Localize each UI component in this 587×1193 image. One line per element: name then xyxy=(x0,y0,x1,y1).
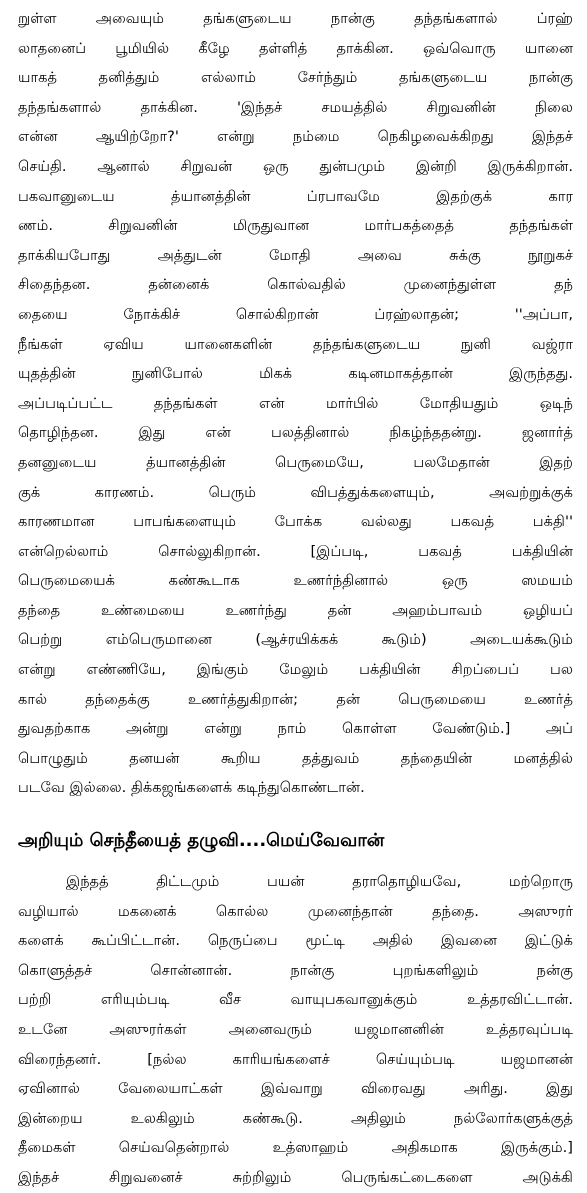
text-line: ஏவினால் வேலையாட்கள் இவ்வாறு விரைவது அரிது. இது xyxy=(18,1080,573,1098)
text-line: அப்படிப்பட்ட தந்தங்கள் என் மார்பில் மோதியதும் ஒடிந் xyxy=(18,394,573,412)
text-line: படவே இல்லை. திக்கஜங்களைக் கடிந்துகொண்டான். xyxy=(18,779,365,797)
text-line: லாதனைப் பூமியில் கீழே தள்ளித் தாக்கின. ஒவ்வொரு யானை xyxy=(18,39,573,57)
text-line: காரணமான பாபங்களையும் போக்க வல்லது பகவத் பக்தி'' xyxy=(18,513,573,531)
text-line: பொழுதும் தனயன் கூறிய தத்துவம் தந்தையின் மனத்தில் xyxy=(18,749,573,767)
text-line: யுதத்தின் நுனிபோல் மிகக் கடினமாகத்தான் இருந்தது. xyxy=(18,365,573,383)
text-line: பகவானுடைய த்யானத்தின் ப்ரபாவமே இதற்குக் கார xyxy=(18,187,573,205)
text-line: தொழிந்தன. இது என் பலத்தினால் நிகழ்ந்ததன்று. ஜனார்த் xyxy=(18,424,573,442)
text-line: என்ன ஆயிற்றோ?' என்று நம்மை நெகிழவைக்கிறது இந்தச் xyxy=(18,128,573,146)
text-line: பெருமையைக் கண்கூடாக உணர்ந்தினால் ஒரு ஸமயம் xyxy=(18,572,573,590)
text-line: என்றெல்லாம் சொல்லுகிறான். [இப்படி, பகவத் பக்தியின் xyxy=(18,542,573,560)
paragraph-prahlada-elephants xyxy=(18,4,573,803)
text-line: கால் தந்தைக்கு உணர்த்துகிறான்; தன் பெருமையை உணர்த் xyxy=(18,690,573,708)
text-line: யாகத் தனித்தும் எல்லாம் சேர்ந்தும் தங்களுடைய நான்கு xyxy=(18,69,573,87)
text-line: சிதைந்தன. தன்னைக் கொல்வதில் முனைந்துள்ள தந் xyxy=(18,276,573,294)
text-line: பெற்று எம்பெருமானை (ஆச்ரயிக்கக் கூடும்) அடையக்கூடும் xyxy=(18,631,573,649)
text-line: துவதற்காக அன்று என்று நாம் கொள்ள வேண்டும்.] அப் xyxy=(18,720,573,738)
text-line: இந்தச் சிறுவனைச் சுற்றிலும் பெருங்கட்டைகளை அடுக்கி xyxy=(18,1168,573,1186)
text-line: தந்தை உண்மையை உணர்ந்து தன் அஹம்பாவம் ஒழியப் xyxy=(18,601,573,619)
text-line: விரைந்தனர். [நல்ல காரியங்களைச் செய்யும்படி யஜமானன் xyxy=(18,1050,573,1068)
text-line: தீமைகள் செய்வதென்றால் உத்ஸாஹம் அதிகமாக இருக்கும்.] xyxy=(18,1139,573,1157)
text-line: தனனுடைய த்யானத்தின் பெருமையே, பலமேதான் இதற் xyxy=(18,453,573,471)
text-line: என்று எண்ணியே, இங்கும் மேலும் பக்தியின் சிறப்பைப் பல xyxy=(18,661,573,679)
text-line: ணம். சிறுவனின் மிருதுவான மார்பகத்தைத் தந்தங்கள் xyxy=(18,217,573,235)
section-heading: அறியும் செந்தீயைத் தழுவி....மெய்வேவான் xyxy=(18,830,385,852)
text-line: கொளுத்தச் சொன்னான். நான்கு புறங்களிலும் நன்கு xyxy=(18,961,573,979)
text-line: இன்றைய உலகிலும் கண்கூடு. அதிலும் நல்லோர்களுக்குத் xyxy=(18,1109,573,1127)
text-line: நீங்கள் ஏவிய யானைகளின் தந்தங்களுடைய நுனி வஜ்ரா xyxy=(18,335,573,353)
text-line: வழியால் மகனைக் கொல்ல முனைந்தான் தந்தை. அஸுரர் xyxy=(18,902,573,920)
text-line: தந்தங்களால் தாக்கின. 'இந்தச் சமயத்தில் சிறுவனின் நிலை xyxy=(18,98,573,116)
text-line: குக் காரணம். பெரும் விபத்துக்களையும், அவற்றுக்குக் xyxy=(18,483,573,501)
text-line: தாக்கியபோது அத்துடன் மோதி அவை சுக்கு நூறுகச் xyxy=(18,246,573,264)
text-line: தையை நோக்கிச் சொல்கிறான் ப்ரஹ்லாதன்; ''அப்பா, xyxy=(18,305,573,323)
paragraph-fire-ordeal xyxy=(18,867,573,1193)
text-line: றுள்ள அவையும் தங்களுடைய நான்கு தந்தங்களால் ப்ரஹ் xyxy=(18,10,573,27)
text-line: செய்தி. ஆனால் சிறுவன் ஒரு துன்பமும் இன்றி இருக்கிறான். xyxy=(18,157,573,175)
text-line: இந்தத் திட்டமும் பயன் தராதொழியவே, மற்றொரு xyxy=(66,873,573,891)
text-line: களைக் கூப்பிட்டான். நெருப்பை மூட்டி அதில் இவனை இட்டுக் xyxy=(18,932,573,950)
text-line: பற்றி எரியும்படி வீச வாயுபகவானுக்கும் உத்தரவிட்டான். xyxy=(18,991,573,1009)
text-line: உடனே அஸுரர்கள் அனைவரும் யஜமானனின் உத்தரவுப்படி xyxy=(18,1021,573,1038)
